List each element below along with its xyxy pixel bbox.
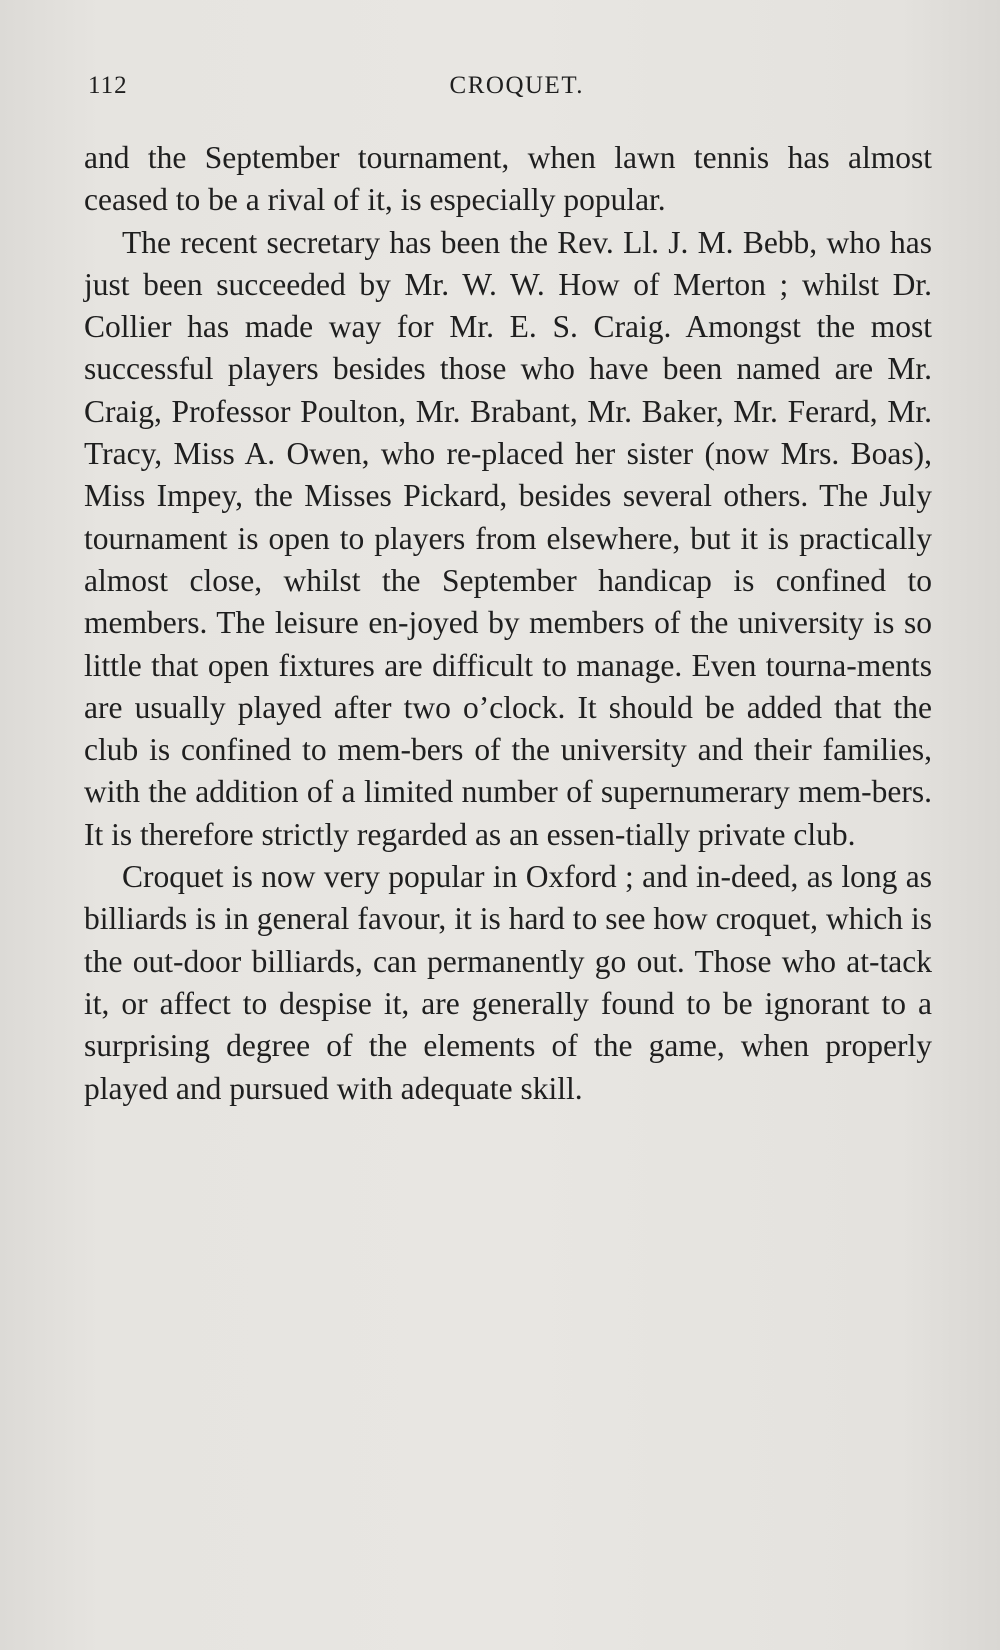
running-title: CROQUET. (449, 72, 584, 99)
page-number: 112 (88, 72, 128, 99)
body-text (84, 137, 932, 1110)
running-head (88, 72, 584, 112)
paragraph-popularity: Croquet is now very popular in Oxford ; and in-deed, as long as billiards is in general favour, it is hard to see how croquet, which is the out-door billiards, can permanently go out. Those who at-tack it, or affect to despise it, are generally found to be ignorant to a surprising degree of the elements of the game, when properly played and pursued with adequate skill. (84, 859, 932, 1106)
paragraph-continuation: and the September tournament, when lawn tennis has almost ceased to be a rival of it, is especially popular. (84, 140, 932, 218)
paragraph-secretary: The recent secretary has been the Rev. Ll. J. M. Bebb, who has just been succeeded by Mr. W. W. How of Merton ; whilst Dr. Collier has made way for Mr. E. S. Craig. Amongst the most successful players besides those who have been named are Mr. Craig, Professor Poulton, Mr. Brabant, Mr. Baker, Mr. Ferard, Mr. Tracy, Miss A. Owen, who re-placed her sister (now Mrs. Boas), Miss Impey, the Misses Pickard, besides several others. The July tournament is open to players from elsewhere, but it is practically almost close, whilst the September handicap is confined to members. The leisure en-joyed by members of the university is so little that open fixtures are difficult to manage. Even tourna-ments are usually played after two o’clock. It should be added that the club is confined to mem-bers of the university and their families, with the addition of a limited number of supernumerary mem-bers. It is therefore strictly regarded as an essen-tially private club. (84, 224, 932, 852)
